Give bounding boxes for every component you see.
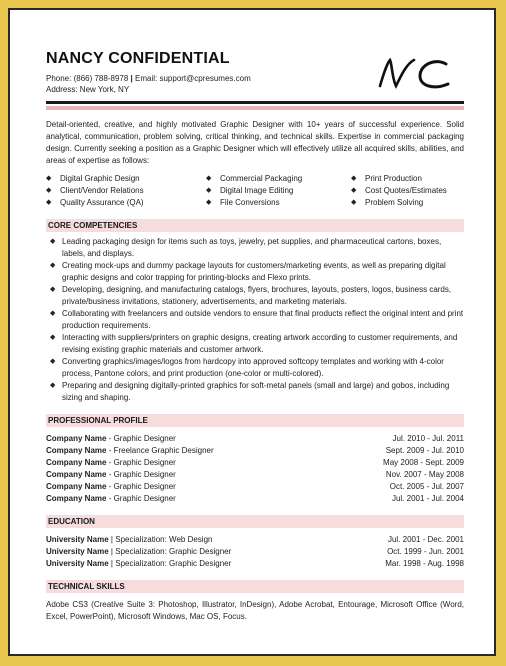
skills-col-2 — [206, 173, 351, 209]
dates: Jul. 2001 - Jul. 2004 — [391, 494, 464, 503]
list-item: ◆ Collaborating with freelancers and outside vendors to ensure that final products reflect the original intent and print production requirements. — [46, 308, 464, 332]
profile-rows — [46, 433, 464, 505]
specialization: | Specialization: Graphic Designer — [108, 559, 232, 568]
table-row — [46, 493, 464, 505]
resume-body — [46, 50, 464, 623]
company-name: Company Name — [46, 494, 107, 503]
list-item: ◆ Interacting with suppliers/printers on graphic designs, creating artwork according to customer requirements, and revising existing graphic materials and customer artwork. — [46, 332, 464, 356]
skill-item: ◆ Problem Solving — [351, 197, 471, 209]
table-row — [46, 469, 464, 481]
summary: Detail-oriented, creative, and highly motivated Graphic Designer with 10+ years of successful experience. Solid analytical, communication, problem solving, critical thinking, and technical skills. Expertise in commercial packaging design. Currently seeking a position as a Graphic Designer which will effectively utilize all acquired skills, abilities, and areas of expertise as follows: — [46, 120, 464, 165]
section-heading-core: CORE COMPETENCIES — [46, 219, 464, 232]
skill-item: ◆ Digital Graphic Design — [46, 173, 206, 185]
specialization: | Specialization: Graphic Designer — [108, 547, 232, 556]
education-rows — [46, 534, 464, 570]
job-title: - Graphic Designer — [106, 434, 176, 443]
dates: Nov. 2007 - May 2008 — [385, 470, 464, 479]
job-title: - Freelance Graphic Designer — [106, 446, 214, 455]
company-name: Company Name — [46, 458, 107, 467]
dates: May 2008 - Sept. 2009 — [383, 458, 464, 467]
job-title: - Graphic Designer — [106, 482, 176, 491]
dates: Oct. 2005 - Jul. 2007 — [389, 482, 464, 491]
table-row — [46, 445, 464, 457]
school-name: University Name — [46, 547, 109, 556]
list-item: ◆ Creating mock-ups and dummy package layouts for customers/marketing events, as well as preparing digital graphic designs and color trapping for printing-blocks and Flexo prints. — [46, 260, 464, 284]
dates: Oct. 1999 - Jun. 2001 — [387, 547, 464, 556]
header — [46, 50, 464, 95]
table-row — [46, 481, 464, 493]
table-row — [46, 457, 464, 469]
school-name: University Name — [46, 535, 109, 544]
dates: Sept. 2009 - Jul. 2010 — [385, 446, 464, 455]
list-item: ◆ Preparing and designing digitally-printed graphics for soft-metal panels (small and large) and gobos, including sizing and shaping. — [46, 380, 464, 404]
skill-item: ◆ Digital Image Editing — [206, 185, 351, 197]
header-accent-rule — [46, 106, 464, 110]
skill-item: ◆ Client/Vendor Relations — [46, 185, 206, 197]
job-title: - Graphic Designer — [106, 458, 176, 467]
monogram-logo — [374, 50, 464, 98]
core-competencies-list — [46, 236, 464, 404]
section-heading-technical: TECHNICAL SKILLS — [46, 580, 464, 593]
table-row — [46, 558, 464, 570]
table-row — [46, 546, 464, 558]
skill-item: ◆ Quality Assurance (QA) — [46, 197, 206, 209]
skill-item: ◆ Cost Quotes/Estimates — [351, 185, 471, 197]
header-rule — [46, 101, 464, 104]
skills-grid — [46, 173, 464, 209]
dates: Jul. 2010 - Jul. 2011 — [392, 434, 464, 443]
job-title: - Graphic Designer — [106, 470, 176, 479]
name-first: NANCY — [46, 50, 104, 67]
skill-item: ◆ File Conversions — [206, 197, 351, 209]
phone: Phone: (866) 788-8978 — [46, 74, 129, 83]
skills-col-3 — [351, 173, 471, 209]
table-row — [46, 534, 464, 546]
page-frame — [8, 8, 496, 656]
separator: | — [130, 74, 133, 83]
table-row — [46, 433, 464, 445]
technical-skills-text: Adobe CS3 (Creative Suite 3: Photoshop, Illustrator, InDesign), Adobe Acrobat, Entourage, Microsoft Office (Word, Excel, PowerPoint), Microsoft Windows, Mac OS, Focus. — [46, 600, 464, 621]
skills-col-1 — [46, 173, 206, 209]
company-name: Company Name — [46, 470, 107, 479]
name-last: CONFIDENTIAL — [108, 50, 230, 67]
skill-item: ◆ Print Production — [351, 173, 471, 185]
list-item: ◆ Leading packaging design for items such as toys, jewelry, pet supplies, and pharmaceutical cartons, boxes, labels, and displays. — [46, 236, 464, 260]
job-title: - Graphic Designer — [106, 494, 176, 503]
company-name: Company Name — [46, 434, 107, 443]
skill-item: ◆ Commercial Packaging — [206, 173, 351, 185]
company-name: Company Name — [46, 446, 107, 455]
school-name: University Name — [46, 559, 109, 568]
email: Email: support@cpresumes.com — [135, 74, 251, 83]
dates: Jul. 2001 - Dec. 2001 — [387, 535, 464, 544]
section-heading-education: EDUCATION — [46, 515, 464, 528]
section-heading-profile: PROFESSIONAL PROFILE — [46, 414, 464, 427]
company-name: Company Name — [46, 482, 107, 491]
address: Address: New York, NY — [46, 85, 130, 94]
list-item: ◆ Developing, designing, and manufacturing catalogs, flyers, brochures, layouts, posters, logos, business cards, private/business invitations, stationery, advertisements, and marketing materials. — [46, 284, 464, 308]
list-item: ◆ Converting graphics/images/logos from hardcopy into approved softcopy templates and working with 4-color process, Pantone colors, and print production (one-color or multi-colored). — [46, 356, 464, 380]
dates: Mar. 1998 - Aug. 1998 — [385, 559, 464, 568]
specialization: | Specialization: Web Design — [108, 535, 213, 544]
